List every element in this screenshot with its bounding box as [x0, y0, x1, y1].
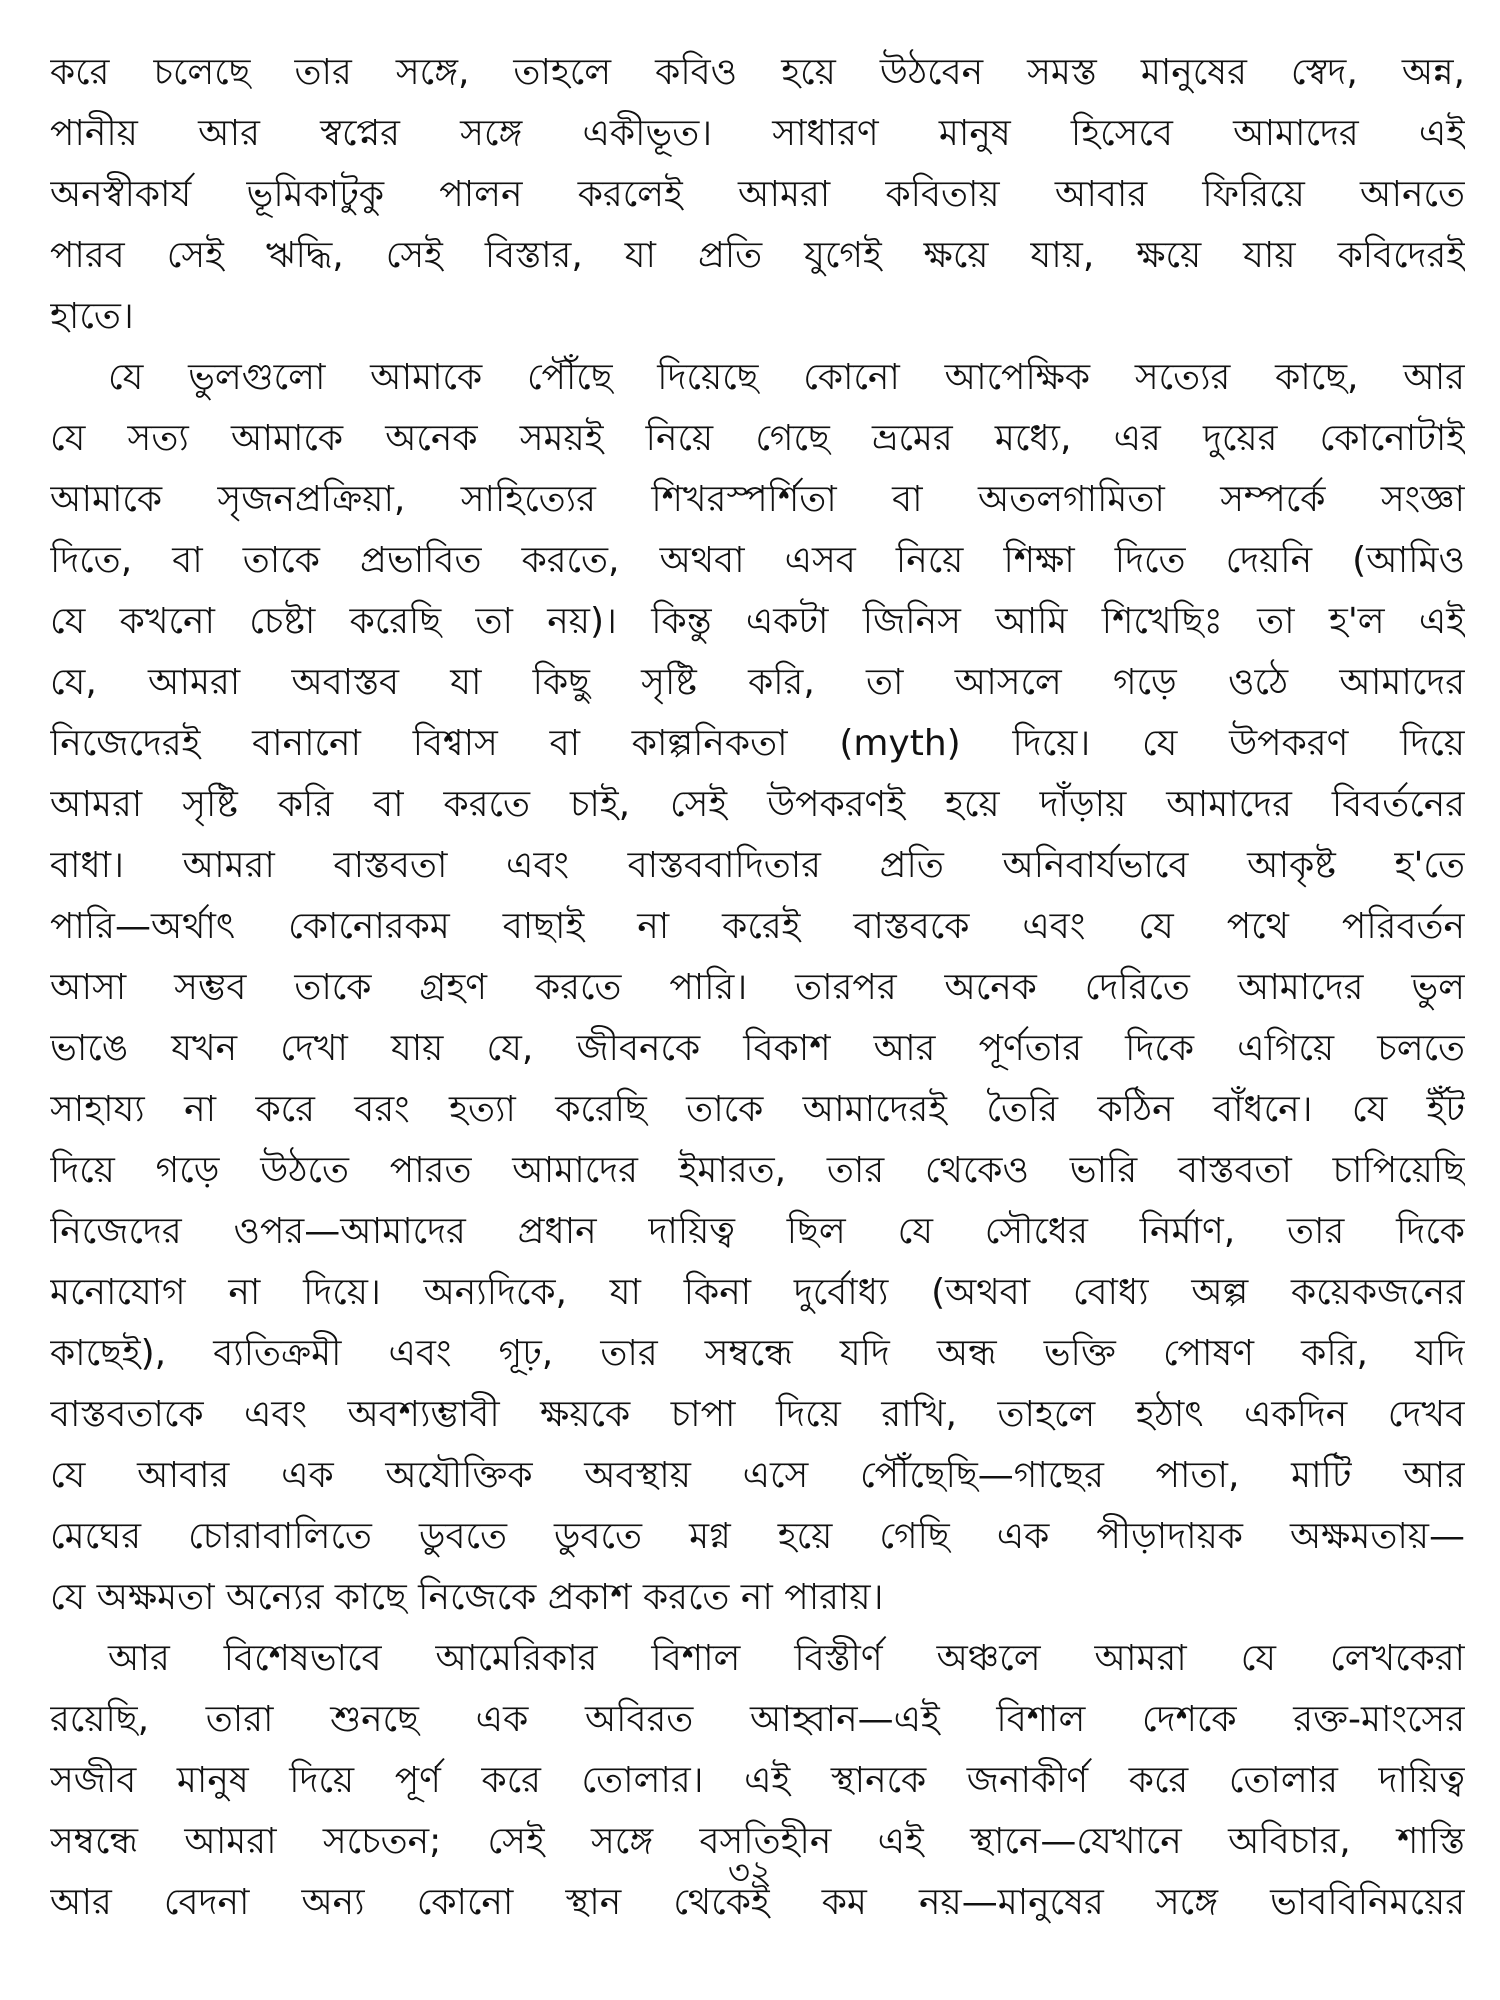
- text-line: বাস্তবতাকে এবং অবশ্যম্ভাবী ক্ষয়কে চাপা দিয়ে রাখি, তাহলে হঠাৎ একদিন দেখব: [50, 1394, 1465, 1435]
- text-line: কাছেই), ব্যতিক্রমী এবং গূঢ়, তার সম্বন্ধে যদি অন্ধ ভক্তি পোষণ করি, যদি: [50, 1333, 1465, 1374]
- text-line: সজীব মানুষ দিয়ে পূর্ণ করে তোলার। এই স্থানকে জনাকীর্ণ করে তোলার দায়িত্ব: [50, 1760, 1465, 1801]
- text-line: পারি—অর্থাৎ কোনোরকম বাছাই না করেই বাস্তবকে এবং যে পথে পরিবর্তন: [50, 906, 1465, 947]
- text-line: করে চলেছে তার সঙ্গে, তাহলে কবিও হয়ে উঠবেন সমস্ত মানুষের স্বেদ, অন্ন,: [50, 52, 1465, 93]
- paragraph-start-line: আর বিশেষভাবে আমেরিকার বিশাল বিস্তীর্ণ অঞ্চলে আমরা যে লেখকেরা: [108, 1638, 1465, 1679]
- text-line: দিয়ে গড়ে উঠতে পারত আমাদের ইমারত, তার থেকেও ভারি বাস্তবতা চাপিয়েছি: [50, 1150, 1465, 1191]
- text-line: নিজেদের ওপর—আমাদের প্রধান দায়িত্ব ছিল যে সৌধের নির্মাণ, তার দিকে: [50, 1211, 1465, 1252]
- text-line: নিজেদেরই বানানো বিশ্বাস বা কাল্পনিকতা (myth) দিয়ে। যে উপকরণ দিয়ে: [50, 723, 1465, 764]
- text-line: বাধা। আমরা বাস্তবতা এবং বাস্তববাদিতার প্রতি অনিবার্যভাবে আকৃষ্ট হ'তে: [50, 845, 1465, 886]
- text-line: যে আবার এক অযৌক্তিক অবস্থায় এসে পৌঁছেছি—গাছের পাতা, মাটি আর: [50, 1455, 1465, 1496]
- text-line: হাতে।: [50, 296, 134, 337]
- text-line: পানীয় আর স্বপ্নের সঙ্গে একীভূত। সাধারণ মানুষ হিসেবে আমাদের এই: [50, 113, 1465, 154]
- text-line: পারব সেই ঋদ্ধি, সেই বিস্তার, যা প্রতি যুগেই ক্ষয়ে যায়, ক্ষয়ে যায় কবিদেরই: [50, 235, 1465, 276]
- text-line: যে অক্ষমতা অন্যের কাছে নিজেকে প্রকাশ করতে না পারায়।: [50, 1577, 884, 1618]
- text-line: অনস্বীকার্য ভূমিকাটুকু পালন করলেই আমরা কবিতায় আবার ফিরিয়ে আনতে: [50, 174, 1465, 215]
- text-line: রয়েছি, তারা শুনছে এক অবিরত আহ্বান—এই বিশাল দেশকে রক্ত-মাংসের: [50, 1699, 1465, 1740]
- text-line: আমাকে সৃজনপ্রক্রিয়া, সাহিত্যের শিখরস্পর্শিতা বা অতলগামিতা সম্পর্কে সংজ্ঞা: [50, 479, 1465, 520]
- text-line: যে সত্য আমাকে অনেক সময়ই নিয়ে গেছে ভ্রমের মধ্যে, এর দুয়ের কোনোটাই: [50, 418, 1465, 459]
- text-line: সাহায্য না করে বরং হত্যা করেছি তাকে আমাদেরই তৈরি কঠিন বাঁধনে। যে ইঁট: [50, 1089, 1465, 1130]
- text-line: মেঘের চোরাবালিতে ডুবতে ডুবতে মগ্ন হয়ে গেছি এক পীড়াদায়ক অক্ষমতায়—: [50, 1516, 1465, 1557]
- text-line: আমরা সৃষ্টি করি বা করতে চাই, সেই উপকরণই হয়ে দাঁড়ায় আমাদের বিবর্তনের: [50, 784, 1465, 825]
- text-line: আসা সম্ভব তাকে গ্রহণ করতে পারি। তারপর অনেক দেরিতে আমাদের ভুল: [50, 967, 1465, 1008]
- text-line: সম্বন্ধে আমরা সচেতন; সেই সঙ্গে বসতিহীন এই স্থানে—যেখানে অবিচার, শাস্তি: [50, 1821, 1465, 1862]
- paragraph-start-line: যে ভুলগুলো আমাকে পৌঁছে দিয়েছে কোনো আপেক্ষিক সত্যের কাছে, আর: [108, 357, 1465, 398]
- page-number: ৩২: [727, 1853, 773, 1893]
- text-line: যে, আমরা অবাস্তব যা কিছু সৃষ্টি করি, তা আসলে গড়ে ওঠে আমাদের: [50, 662, 1465, 703]
- text-line: দিতে, বা তাকে প্রভাবিত করতে, অথবা এসব নিয়ে শিক্ষা দিতে দেয়নি (আমিও: [50, 540, 1465, 581]
- text-line: আর বেদনা অন্য কোনো স্থান থেকেই কম নয়—মানুষের সঙ্গে ভাববিনিময়ের: [50, 1882, 1465, 1923]
- text-line: মনোযোগ না দিয়ে। অন্যদিকে, যা কিনা দুর্বোধ্য (অথবা বোধ্য অল্প কয়েকজনের: [50, 1272, 1465, 1313]
- body-text: [50, 42, 1465, 1933]
- text-line: যে কখনো চেষ্টা করেছি তা নয়)। কিন্তু একটা জিনিস আমি শিখেছিঃ তা হ'ল এই: [50, 601, 1465, 642]
- text-line: ভাঙে যখন দেখা যায় যে, জীবনকে বিকাশ আর পূর্ণতার দিকে এগিয়ে চলতে: [50, 1028, 1465, 1069]
